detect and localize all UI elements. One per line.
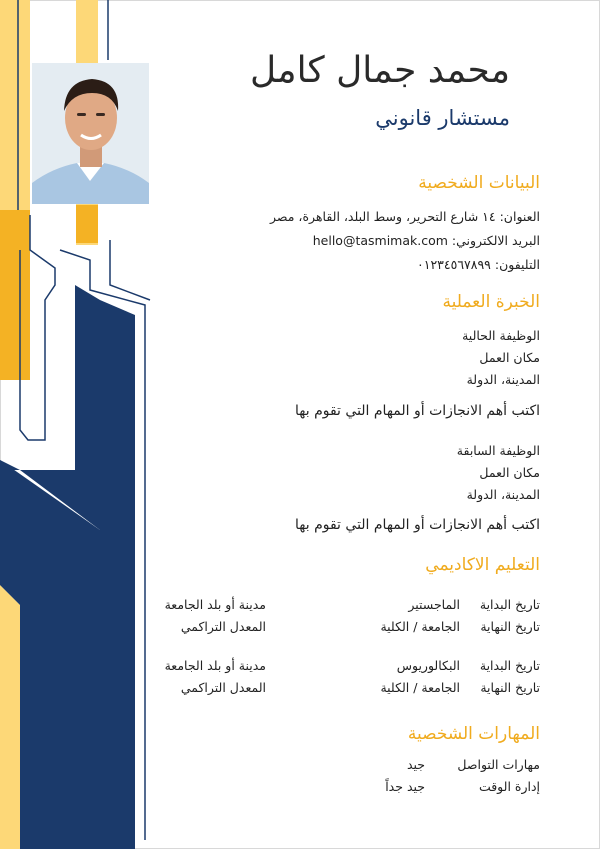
skill-level: جيد	[406, 757, 425, 772]
edu-start: تاريخ البداية	[479, 597, 540, 612]
edu-end: تاريخ النهاية	[480, 619, 540, 634]
job-description: اكتب أهم الانجازات أو المهام التي تقوم بها	[295, 403, 540, 419]
job-position: الوظيفة السابقة	[456, 443, 540, 458]
phone-line: التليفون: ٠١٢٣٤٥٦٧٨٩٩	[417, 257, 540, 272]
profile-photo	[32, 63, 149, 204]
email-line	[313, 233, 540, 248]
job-description: اكتب أهم الانجازات أو المهام التي تقوم بها	[295, 517, 540, 533]
skill-level: جيد جداً	[385, 779, 425, 794]
edu-gpa: المعدل التراكمي	[180, 680, 266, 695]
email-value[interactable]: hello@tasmimak.com	[312, 233, 448, 248]
edu-end: تاريخ النهاية	[480, 680, 540, 695]
edu-city: مدينة أو بلد الجامعة	[164, 597, 266, 612]
job-city: المدينة، الدولة	[466, 487, 540, 502]
job-place: مكان العمل	[479, 465, 540, 480]
section-heading-skills: المهارات الشخصية	[407, 724, 540, 744]
address-line: العنوان: ١٤ شارع التحرير، وسط البلد، القاهرة، مصر	[270, 209, 540, 224]
edu-school: الجامعة / الكلية	[380, 680, 460, 695]
job-title: مستشار قانوني	[375, 106, 510, 130]
skill-name: مهارات التواصل	[457, 757, 540, 772]
job-place: مكان العمل	[479, 350, 540, 365]
section-heading-education: التعليم الاكاديمي	[425, 555, 540, 575]
email-label: البريد الالكتروني:	[451, 233, 540, 248]
section-heading-personal: البيانات الشخصية	[418, 173, 540, 193]
skill-name: إدارة الوقت	[478, 779, 540, 794]
edu-start: تاريخ البداية	[479, 658, 540, 673]
job-position: الوظيفة الحالية	[462, 328, 540, 343]
edu-school: الجامعة / الكلية	[380, 619, 460, 634]
section-heading-experience: الخبرة العملية	[442, 292, 540, 312]
edu-gpa: المعدل التراكمي	[180, 619, 266, 634]
edu-degree: الماجستير	[408, 597, 460, 612]
job-city: المدينة، الدولة	[466, 372, 540, 387]
edu-city: مدينة أو بلد الجامعة	[164, 658, 266, 673]
edu-degree: البكالوريوس	[396, 658, 460, 673]
candidate-name: محمد جمال كامل	[250, 50, 510, 91]
